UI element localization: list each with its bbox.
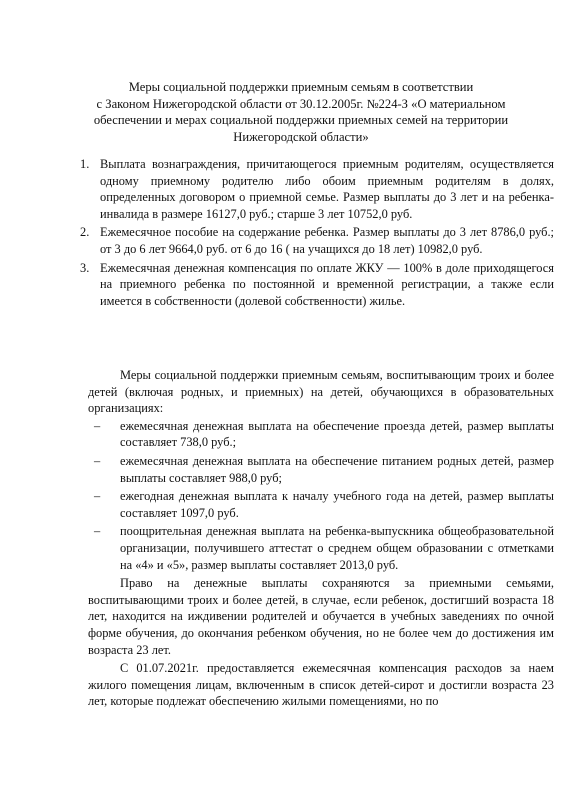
housing-section [88,660,554,710]
title-line-3: обеспечении и мерах социальной поддержки приемных семей на территории [93,113,509,128]
large-family-section [88,367,554,658]
section-closing: Право на денежные выплаты сохраняются за приемными семьями, воспитывающими троих и более детей, в случае, если ребенок, достигший возраста 18 лет, находится на иждивении родителей и обучается в учебных заведениях по очной форме обучения, до окончания ребенком обучения, но не более чем до достижения им возраста 23 лет. [88,576,554,657]
dash-list-item [88,488,554,521]
list-item [80,156,554,222]
list-item-number: 2. [80,225,90,240]
numbered-list [80,156,554,311]
list-item-text: Ежемесячная денежная компенсация по оплате ЖКУ — 100% в доле приходящегося на приемного ребенка по постоянной и временной регистрации, а также если имеется в собственности (долевой собственности) жилье. [100,260,554,308]
title-line-1: Меры социальной поддержки приемным семьям в соответствии [128,80,474,94]
dash-list-text: ежегодная денежная выплата к началу учебного года на детей, размер выплаты составляет 1097,0 руб. [120,489,554,520]
dash-marker: – [94,489,101,504]
list-item-number: 1. [80,157,90,171]
housing-paragraph: С 01.07.2021г. предоставляется ежемесячная компенсация расходов за наем жилого помещения лицам, включенным в список детей-сирот и достигли возраста 23 лет, которые подлежат обеспечению жилыми помещениями, но по [88,661,554,709]
list-item-text: Ежемесячное пособие на содержание ребенка. Размер выплаты до 3 лет 8786,0 руб.; от 3 до 6 лет 9664,0 руб. от 6 до 16 ( на учащихся до 18 лет) 10982,0 руб. [100,225,554,256]
dash-marker: – [94,453,101,468]
section-intro: Меры социальной поддержки приемным семьям, воспитывающим троих и более детей (включая родных, и приемных) на детей, обучающихся в образовательных организациях: [88,368,554,416]
title-line-2: с Законом Нижегородской области от 30.12.2005г. №224-З «О материальном [96,96,506,111]
dash-marker: – [94,524,101,539]
dash-list-item [88,453,554,486]
dash-list-text: ежемесячная денежная выплата на обеспечение проезда детей, размер выплаты составляет 738,0 руб.; [120,418,554,450]
list-item [80,224,554,257]
dash-list-text: ежемесячная денежная выплата на обеспечение питанием родных детей, размер выплаты составляет 988,0 руб; [120,453,554,485]
document-title [70,79,532,145]
title-line-4: Нижегородской области» [233,129,369,144]
dash-list-item [88,523,554,573]
list-item-number: 3. [80,260,90,275]
dash-marker: – [94,418,101,433]
list-item-text: Выплата вознаграждения, причитающегося приемным родителям, осуществляется одному приемному родителю либо обоим приемным родителям в долях, определенных договором о приемной семье. Размер выплаты до 3 лет и на ребенка-инвалида в размере 16127,0 руб.; старше 3 лет 10752,0 руб. [100,157,554,221]
list-item [80,260,554,310]
dash-list-text: поощрительная денежная выплата на ребенка-выпускника общеобразовательной организации, получившего аттестат о среднем общем образовании с отметками на «4» и «5», размер выплаты составляет 2013,0 руб. [120,524,554,572]
dash-list-item [88,418,554,451]
dash-list [88,418,554,573]
